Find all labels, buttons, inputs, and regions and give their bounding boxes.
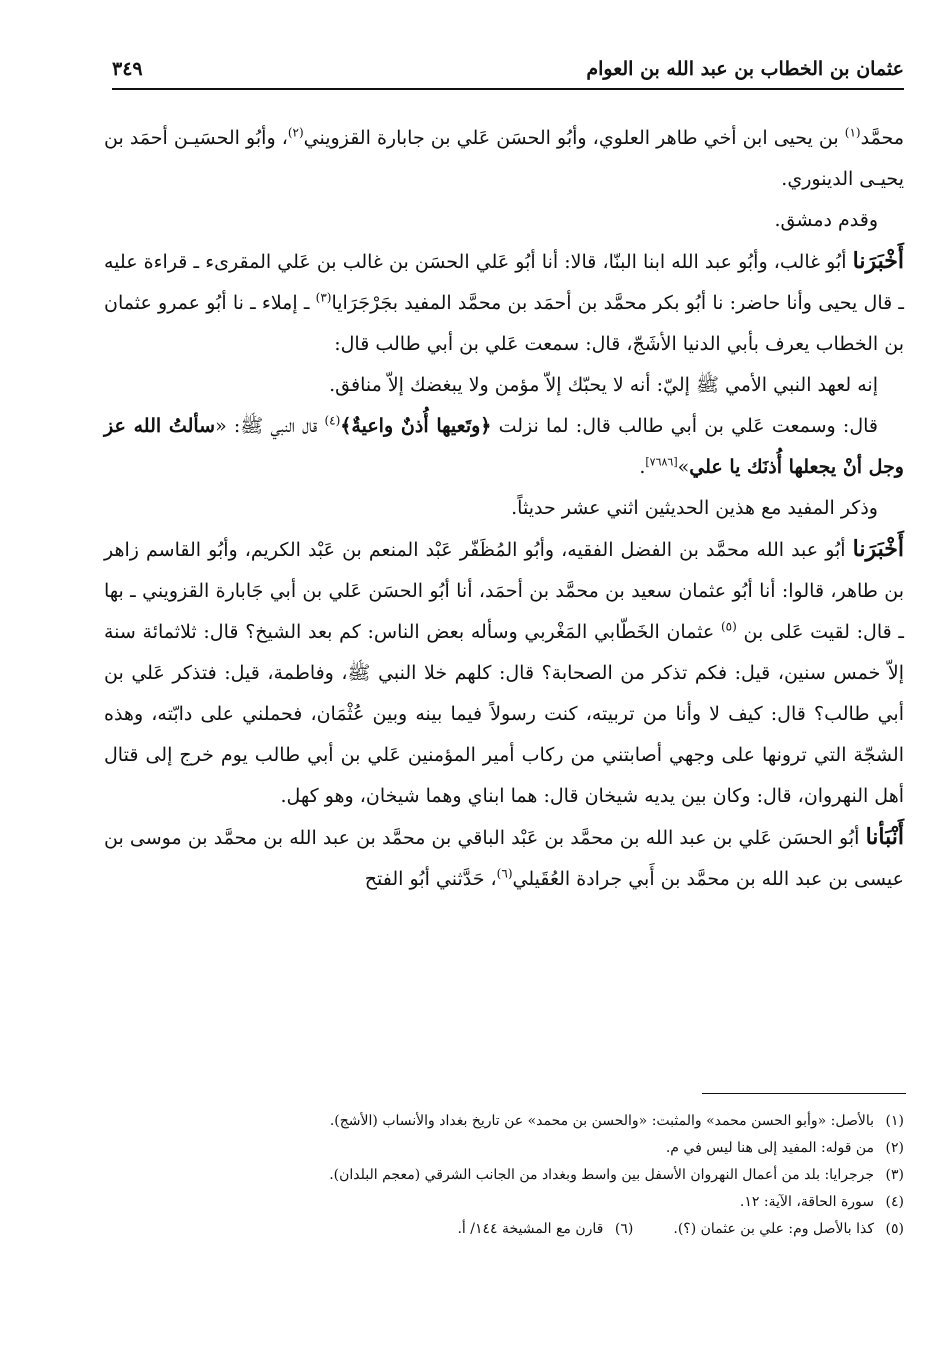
paragraph-7 — [104, 529, 904, 817]
text-run: عثمان الخَطّابي المَغْربي وسأله بعض الناس: كم بعد الشيخ؟ قال: ثلاثمائة سنة إلاّ خمس سنين، قيل: فكم تذكر من الصحابة؟ قال: كلهم خلا النبي ﷺ، وفاطمة، قيل: فتذكر عَلي بن أبي طالب؟ قال: كيف لا وأنا من تربيته، كنت رسولاً فيما بينه وبين عُثْمَان، فحملني على دابّته، وهذه الشجّة التي ترونها على وجهي أصابتني من ركاب أمير المؤمنين عَلي بن أبي طالب يوم خرج إلى قتال أهل النهروان، قال: وكان بين يديه شيخان قال: هما ابناي وهما شيخان، وهو كهل. — [104, 621, 904, 807]
footnote-ref-5: (٥) — [720, 619, 737, 634]
footnote-number: (٢) — [885, 1140, 904, 1156]
paragraph-5 — [104, 406, 904, 488]
running-title: عثمان بن الخطاب بن عبد الله بن العوام — [586, 58, 904, 80]
main-text — [104, 118, 904, 900]
page-number: ٣٤٩ — [112, 58, 143, 80]
text-run: قال: وسمعت عَلي بن أبي طالب قال: لما نزلت — [491, 415, 879, 437]
footnote-ref-3: (٣) — [315, 290, 332, 305]
hadith-quote: سألتُ الله عز وجل أنْ يجعلها أُذنَك يا علي — [104, 415, 904, 478]
text-run: بن يحيى ابن أخي طاهر العلوي، وأبُو الحسَن عَلي بن جابارة القزويني — [303, 127, 845, 149]
text-run: أبُو الحسَن عَلي بن عبد الله بن محمَّد بن عَبْد الباقي بن محمَّد بن عبد الله بن محمَّد بن موسى بن عيسى بن عبد الله بن محمَّد بن أَبي جرادة العُقَيلي — [104, 827, 904, 890]
footnote-5-6 — [104, 1216, 904, 1243]
footnote-number: (١) — [885, 1113, 904, 1129]
footnote-ref-4: (٤) — [324, 413, 341, 428]
footnote-text: قارن مع المشيخة ١٤٤/ أ. — [457, 1221, 604, 1237]
page-header — [112, 48, 904, 90]
text-run: أبُو عبد الله محمَّد بن الفضل الفقيه، وأبُو المُظَفّر عَبْد المنعم بن عَبْد الكريم، وأبُو القاسم زاهر بن طاهر، قالوا: أنا أبُو عثمان سعيد بن محمَّد بن أحمَد، أنا أبُو الحسَن عَلي بن أبي جَابارة القزويني ـ بها ـ قال: لقيت عَلى بن — [104, 539, 904, 643]
footnote-2 — [104, 1135, 904, 1162]
footnote-text: جرجرايا: بلد من أعمال النهروان الأسفل بين واسط وبغداد من الجانب الشرقي (معجم البلدان). — [329, 1167, 874, 1183]
footnote-text: بالأصل: «وأبو الحسن محمد» والمثبت: «والحسن بن محمد» عن تاريخ بغداد والأنساب (الأشج). — [329, 1113, 874, 1129]
footnote-1 — [104, 1108, 904, 1135]
quran-quote: ﴿وتَعيها أُذنٌ واعيةٌ﴾ — [340, 415, 492, 437]
paragraph-6: وذكر المفيد مع هذين الحديثين اثني عشر حديثاً. — [511, 497, 878, 519]
footnote-text: كذا بالأصل وم: علي بن عثمان (؟). — [673, 1221, 874, 1237]
footnote-number: (٦) — [614, 1221, 634, 1237]
text-run: » — [677, 456, 690, 478]
paragraph-3 — [104, 241, 904, 365]
footnote-number: (٥) — [885, 1221, 904, 1237]
paragraph-1 — [104, 118, 904, 200]
paragraph-4: إنه لعهد النبي الأمي ﷺ إليّ: أنه لا يحبّك إلاّ مؤمن ولا يبغضك إلاّ منافق. — [329, 374, 878, 396]
footnote-number: (٤) — [885, 1194, 904, 1210]
footnote-ref-1: (١) — [844, 125, 861, 140]
footnotes — [104, 1108, 904, 1243]
text-run: أبُو غالب، وأبُو عبد الله ابنا البنّا، قالا: أنا أبُو عَلي الحسَن بن غالب بن عَلي المقرىء ـ قراءة عليه ـ قال يحيى وأنا حاضر: نا أبُو بكر محمَّد بن أحمَد بن محمَّد المفيد بجَرْجَرَايا — [104, 251, 904, 314]
chain-keyword: أَخْبَرَنا — [852, 248, 904, 274]
footnote-ref-6: (٦) — [496, 866, 513, 881]
text-run: ، حَدَّثني أبُو الفتح — [364, 868, 497, 890]
paragraph-8 — [104, 817, 904, 900]
text-run: ، وأبُو الحسَيـن أحمَد بن يحيـى الدينوري. — [104, 127, 904, 190]
text-run: قال النبي ﷺ: « — [215, 415, 325, 437]
footnote-text: سورة الحاقة، الآية: ١٢. — [739, 1194, 874, 1210]
footnote-number: (٣) — [885, 1167, 904, 1183]
text-run: ـ إملاء ـ نا أبُو عمرو عثمان بن الخطاب يعرف بأبي الدنيا الأشَجّ، قال: سمعت عَلي بن أبي طالب قال: — [104, 292, 904, 355]
footnote-3 — [104, 1162, 904, 1189]
text-run: . — [639, 456, 646, 478]
footnote-4 — [104, 1189, 904, 1216]
chain-keyword: أَخْبَرَنا — [852, 536, 904, 562]
footnote-divider — [702, 1093, 906, 1094]
paragraph-2: وقدم دمشق. — [774, 209, 878, 231]
hadith-number: [٧٦٨٦] — [645, 455, 678, 469]
chain-keyword: أَنْبَأنا — [865, 824, 904, 850]
footnote-text: من قوله: المفيد إلى هنا ليس في م. — [665, 1140, 874, 1156]
footnote-ref-2: (٢) — [287, 125, 304, 140]
text-run: محمَّد — [860, 127, 904, 149]
